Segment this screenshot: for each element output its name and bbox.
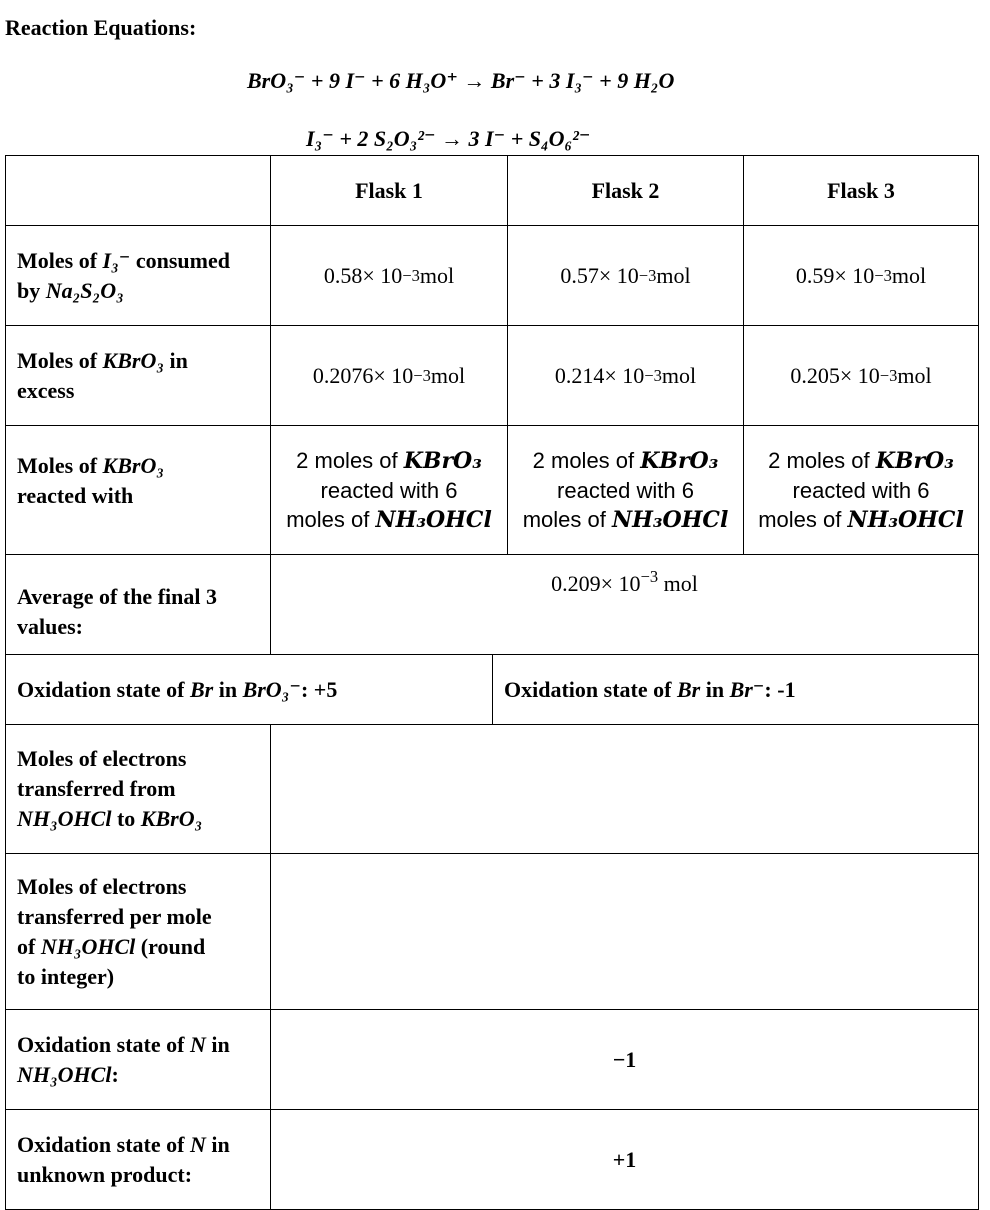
row-label: Oxidation state of N in unknown product:	[5, 1110, 270, 1209]
row-label: Moles of KBrO₃ reacted with	[5, 426, 270, 554]
equation-bromate-iodide: BrO₃⁻ + 9 I⁻ + 6 H₃O⁺ → Br⁻ + 3 I₃⁻ + 9 H₂O	[247, 68, 675, 93]
electrons-total-value	[270, 725, 979, 853]
ox-n-product-value: +1	[270, 1110, 979, 1209]
flask-3-value: 0.205× 10 −3 mol	[743, 326, 979, 425]
flask-1-value: 0.2076× 10 −3 mol	[270, 326, 507, 425]
table-row-kbro3-reacted	[5, 426, 979, 555]
row-label: Average of the final 3 values:	[5, 555, 270, 654]
table-row-average	[5, 555, 979, 655]
flask-2-stoichiometry: 2 moles of KBrO₃ reacted with 6 moles of NH₃OHCl	[507, 426, 743, 554]
header-empty-cell	[5, 156, 270, 225]
flask-1-value: 0.58× 10 −3 mol	[270, 226, 507, 325]
electrons-per-mole-value	[270, 854, 979, 1009]
equation-triiodide-thiosulfate: I₃⁻ + 2 S₂O₃²⁻ → 3 I⁻ + S₄O₆²⁻	[306, 126, 591, 151]
table-row-oxidation-br	[5, 655, 979, 725]
oxidation-br-bromate: Oxidation state of Br in BrO₃⁻: +5	[5, 655, 492, 724]
row-label: Moles of I₃⁻ consumed by Na₂S₂O₃	[5, 226, 270, 325]
table-row-ox-n-product	[5, 1110, 979, 1210]
table-row-ox-n-reactant	[5, 1010, 979, 1110]
results-table	[5, 155, 979, 1210]
ox-n-reactant-value: −1	[270, 1010, 979, 1109]
section-heading: Reaction Equations:	[5, 15, 197, 40]
header-flask-1: Flask 1	[270, 156, 507, 225]
table-header-row	[5, 155, 979, 226]
header-flask-3: Flask 3	[743, 156, 979, 225]
flask-2-value: 0.57× 10 −3 mol	[507, 226, 743, 325]
header-flask-2: Flask 2	[507, 156, 743, 225]
table-row-electrons-total	[5, 725, 979, 854]
table-row-kbro3-excess	[5, 326, 979, 426]
flask-3-stoichiometry: 2 moles of KBrO₃ reacted with 6 moles of NH₃OHCl	[743, 426, 979, 554]
table-row-moles-i3	[5, 226, 979, 326]
row-label: Moles of electrons transferred per mole of NH₃OHCl (round to integer)	[5, 854, 270, 1009]
row-label: Moles of electrons transferred from NH₃OHCl to KBrO₃	[5, 725, 270, 853]
flask-2-value: 0.214× 10 −3 mol	[507, 326, 743, 425]
flask-3-value: 0.59× 10 −3 mol	[743, 226, 979, 325]
table-row-electrons-per-mole	[5, 854, 979, 1010]
oxidation-br-bromide: Oxidation state of Br in Br⁻: -1	[492, 655, 979, 724]
flask-1-stoichiometry: 2 moles of KBrO₃ reacted with 6 moles of NH₃OHCl	[270, 426, 507, 554]
average-value: $0.209\times 10^{-3}$ mol	[270, 555, 979, 654]
row-label: Oxidation state of N in NH₃OHCl:	[5, 1010, 270, 1109]
row-label: Moles of KBrO₃ in excess	[5, 326, 270, 425]
